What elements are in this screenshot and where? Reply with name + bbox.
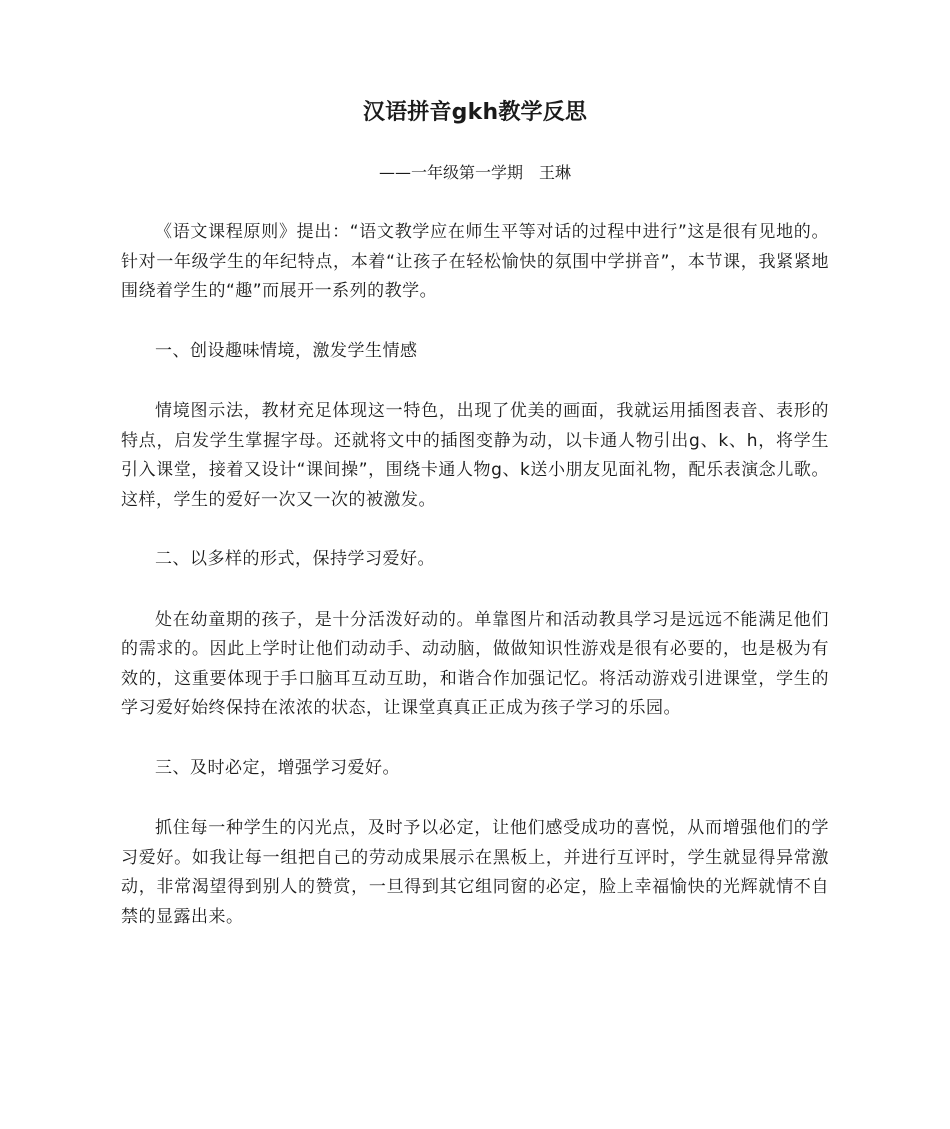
- section-body-3: 抓住每一种学生的闪光点，及时予以必定，让他们感受成功的喜悦，从而增强他们的学习爱好。如我让每一组把自己的劳动成果展示在黑板上，并进行互评时，学生就显得异常激动，非常渴望得到别人的赞赏，一旦得到其它组同窗的必定，脸上幸福愉快的光辉就情不自禁的显露出来。: [121, 818, 829, 927]
- document-title: 汉语拼音gkh教学反思: [362, 100, 588, 125]
- document-page: [121, 95, 829, 932]
- section-heading-2: 二、以多样的形式，保持学习爱好。: [155, 549, 435, 569]
- section-heading-1: 一、创设趣味情境，激发学生情感: [155, 340, 418, 361]
- intro-paragraph: 《语文课程原则》提出：“语文教学应在师生平等对话的过程中进行”这是很有见地的。针对一年级学生的年纪特点，本着“让孩子在轻松愉快的氛围中学拼音”，本节课，我紧紧地围绕着学生的“趣”而展开一系列的教学。: [121, 222, 829, 301]
- section-body-1: 情境图示法，教材充足体现这一特色，出现了优美的画面，我就运用插图表音、表形的特点，启发学生掌握字母。还就将文中的插图变静为动，以卡通人物引出g、k、h，将学生引入课堂，接着又设计“课间操”，围绕卡通人物g、k送小朋友见面礼物，配乐表演念儿歌。这样，学生的爱好一次又一次的被激发。: [121, 401, 829, 510]
- section-body-2: 处在幼童期的孩子，是十分活泼好动的。单靠图片和活动教具学习是远远不能满足他们的需求的。因此上学时让他们动动手、动动脑，做做知识性游戏是很有必要的，也是极为有效的，这重要体现于手口脑耳互动互助，和谐合作加强记忆。将活动游戏引进课堂，学生的学习爱好始终保持在浓浓的状态，让课堂真真正正成为孩子学习的乐园。: [121, 609, 829, 718]
- document-subtitle: ——一年级第一学期 王琳: [378, 163, 571, 182]
- section-heading-3: 三、及时必定，增强学习爱好。: [155, 757, 400, 778]
